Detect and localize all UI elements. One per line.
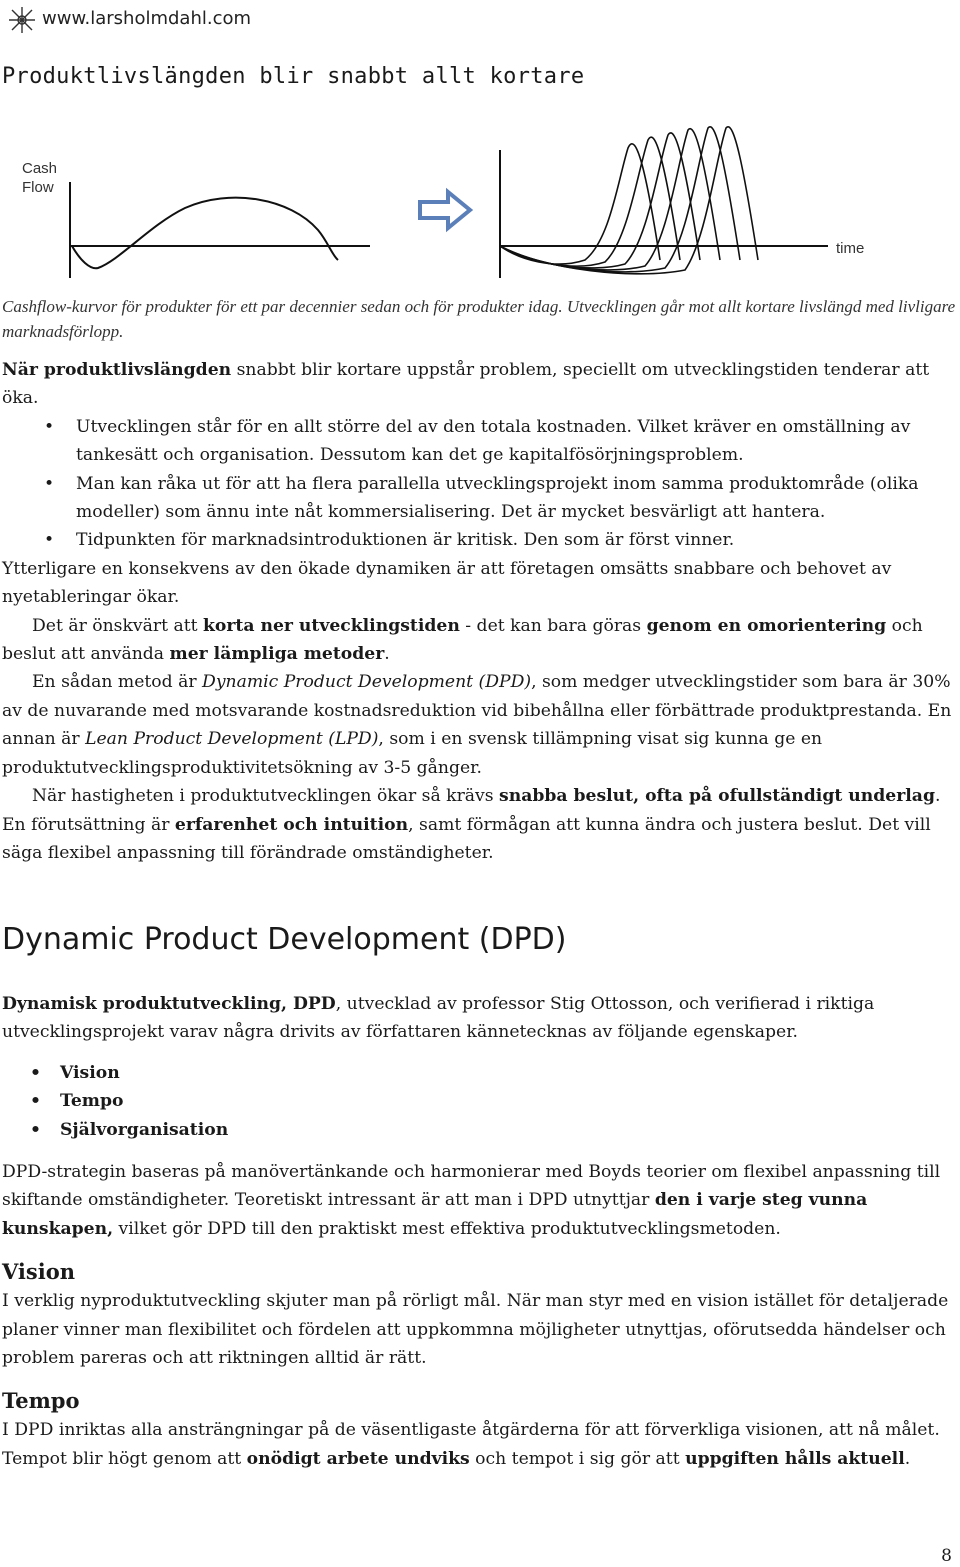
cashflow-figure xyxy=(0,110,900,290)
right-xlabel: time xyxy=(836,240,865,257)
right-curve-5 xyxy=(500,127,740,272)
vision-heading: Vision xyxy=(2,1259,75,1285)
body-section-2 xyxy=(2,990,952,1473)
left-ylabel-line2: Flow xyxy=(22,179,54,196)
list-item: • Tempo xyxy=(2,1087,952,1115)
site-header xyxy=(0,0,300,40)
tempo-paragraph: I DPD inriktas alla ansträngningar på de väsentligaste åtgärderna för att förverkliga visionen, att nå målet. Tempot blir högt genom att onödigt arbete undviks och tempot i sig gör att uppgiften hålls aktuell. xyxy=(2,1420,940,1469)
paragraph-onskvart: Det är önskvärt att korta ner utvecklingstiden - det kan bara göras genom en omorientering och beslut att använda mer lämpliga metoder. xyxy=(2,615,923,665)
star-compass-icon xyxy=(8,6,36,34)
body-section-1 xyxy=(2,356,952,867)
tempo-heading: Tempo xyxy=(2,1388,80,1414)
right-curve-4 xyxy=(500,129,720,270)
list-item: • Man kan råka ut för att ha flera parallella utvecklingsprojekt inom samma produktområde (olika modeller) som ännu inte nåt kommersialisering. Det är mycket besvärligt att hantera. xyxy=(2,470,952,527)
figure-caption: Cashflow-kurvor för produkter för ett par decennier sedan och för produkter idag. Utvecklingen går mot allt kortare livslängd med livligare marknadsförlopp. xyxy=(2,297,956,341)
list-item: • Utvecklingen står för en allt större del av den totala kostnaden. Vilket kräver en omställning av tankesätt och organisation. Dessutom kan det ge kapitalfösörjningsproblem. xyxy=(2,413,952,470)
paragraph-metod: En sådan metod är Dynamic Product Development (DPD), som medger utvecklingstider som bara är 30% av de nuvarande med motsvarande kostnadsreduktion vid bibehållna eller förbättrade produktprestanda. En annan är Lean Product Development (LPD), som i en svensk tillämpning visat sig kunna ge en produktutvecklingsproduktivitetsökning av 3-5 gånger. xyxy=(2,672,952,778)
left-ylabel-line1: Cash xyxy=(22,160,58,177)
list-item: • Tidpunkten för marknadsintroduktionen är kritisk. Den som är först vinner. xyxy=(2,526,952,554)
intro-bold: När produktlivslängden xyxy=(2,360,232,380)
vision-paragraph: I verklig nyproduktutveckling skjuter man på rörligt mål. När man styr med en vision istället för detaljerade planer vinner man flexibilitet och fördelen att uppkommna möjligheter utnyttjas, oförutsedda händelser och problem pareras och att riktningen alltid är rätt. xyxy=(2,1291,949,1369)
paragraph-ytterligare: Ytterligare en konsekvens av den ökade dynamiken är att företagen omsätts snabbare och behovet av nyetableringar ökar. xyxy=(2,558,892,608)
dpd-strategy-paragraph: DPD-strategin baseras på manövertänkande och harmonierar med Boyds teorier om flexibel anpassning till skiftande omständigheter. Teoretiskt intressant är att man i DPD utnyttjar den i varje steg vunna kunskapen, vilket gör DPD till den praktiskt mest effektiva produktutvecklingsmetoden. xyxy=(2,1162,941,1239)
page-number: 8 xyxy=(941,1546,952,1566)
list-item: • Självorganisation xyxy=(2,1116,952,1144)
properties-list xyxy=(2,1059,952,1144)
right-arrow-icon xyxy=(420,192,470,228)
list-item: • Vision xyxy=(2,1059,952,1087)
problem-list xyxy=(2,413,952,555)
site-url[interactable]: www.larsholmdahl.com xyxy=(42,8,252,29)
paragraph-hastighet: När hastigheten i produktutvecklingen ökar så krävs snabba beslut, ofta på ofullständigt underlag. En förutsättning är erfarenhet och intuition, samt förmågan att kunna ändra och justera beslut. Det vill säga flexibel anpassning till förändrade omständigheter. xyxy=(2,786,941,863)
dpd-intro-paragraph: Dynamisk produktutveckling, DPD, utvecklad av professor Stig Ottosson, och verifierad i riktiga utvecklingsprojekt varav några drivits av författaren kännetecknas av följande egenskaper. xyxy=(2,994,875,1043)
intro-rest: snabbt blir kortare uppstår problem, speciellt om utvecklingstiden tenderar att öka. xyxy=(2,360,930,409)
left-cashflow-curve xyxy=(72,198,338,269)
section-heading: Dynamic Product Development (DPD) xyxy=(2,922,567,957)
intro-paragraph xyxy=(2,356,952,413)
page-title: Produktlivslängden blir snabbt allt kortare xyxy=(2,64,585,89)
